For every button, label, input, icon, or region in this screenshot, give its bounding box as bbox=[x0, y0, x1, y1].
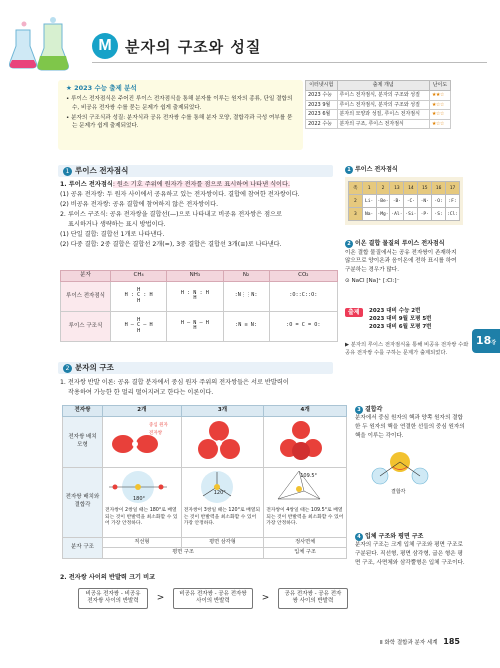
structure-ch4: H H — C — H H bbox=[111, 311, 167, 341]
table-row bbox=[63, 537, 347, 548]
angle-109-diagram bbox=[266, 469, 332, 505]
table-row bbox=[63, 467, 347, 537]
page-header bbox=[0, 0, 500, 80]
text-line: 작용하여 가능한 한 멀리 떨어지려고 한다는 이론이다. bbox=[68, 388, 214, 396]
angle-description: 전자쌍이 4쌍일 때는 109.5°로 배열되는 것이 반발력을 최소화할 수 있어 가장 안정하다. bbox=[266, 508, 344, 526]
pt-cell: ·O: bbox=[432, 195, 446, 208]
angle-note-text: 분자에서 중심 원자의 핵과 양쪽 원자의 결합한 두 원자의 핵을 연결한 선들의 중심 원자의 핵을 이루는 각이다. bbox=[355, 415, 465, 439]
section-title: 분자의 구조 bbox=[75, 363, 114, 372]
row-label: 전자쌍 배치 모형 bbox=[63, 416, 103, 467]
pt-cell: Li· bbox=[362, 195, 376, 208]
shape-name: 평면 삼각형 bbox=[181, 537, 263, 548]
text-line: (2) 비공유 전자쌍: 공유 결합에 참여하지 않은 전자쌍이다. bbox=[60, 200, 219, 208]
exam-header: 난이도 bbox=[429, 81, 450, 91]
row-label: 루이스 전자점식 bbox=[61, 281, 111, 311]
pt-period: 3 bbox=[349, 208, 363, 221]
table-row bbox=[63, 416, 347, 467]
page-title: 분자의 구조와 성질 bbox=[125, 38, 262, 56]
exam-header: 출제 개념 bbox=[337, 81, 429, 91]
footer-chapter: Ⅱ 화학 결합과 분자 세계 bbox=[380, 640, 438, 646]
pt-header: 13 bbox=[390, 182, 404, 195]
exam-ref: 2023 대비 6월 모평 7번 bbox=[369, 323, 432, 330]
structure-nh3: H — N — H H bbox=[167, 311, 223, 341]
model-3pair bbox=[181, 416, 263, 467]
table-row bbox=[61, 311, 338, 341]
table-row bbox=[306, 119, 451, 129]
mol-header: 분자 bbox=[61, 271, 111, 282]
difficulty-stars: ★☆☆ bbox=[429, 110, 450, 120]
structure-group: 입체 구조 bbox=[264, 548, 347, 559]
pt-header: 14 bbox=[404, 182, 418, 195]
exam-frequency-box bbox=[345, 308, 470, 357]
analysis-list bbox=[66, 95, 295, 131]
text-line: 1. 전자쌍 반발 이론: 공유 결합 분자에서 중심 원자 주위의 전자쌍들은 서로 반발력이 bbox=[60, 379, 289, 386]
exam-cell: 분자의 구조, 루이스 전자점식 bbox=[337, 119, 429, 129]
page-number: 185 bbox=[443, 637, 460, 646]
lone-lone-box: 비공유 전자쌍 - 비공유 전자쌍 사이의 반발력 bbox=[78, 588, 148, 609]
row-label: 전자쌍 배치와 결합각 bbox=[63, 467, 103, 537]
mol-header: NH₃ bbox=[167, 271, 223, 282]
shape-note-text: 분자의 구조는 크게 입체 구조와 평면 구조로 구분된다. 직선형, 평면 삼각형, 굽은 형은 평면 구조, 사면체와 삼각뿔형은 입체 구조이다. bbox=[355, 542, 465, 566]
pt-cell: ·N· bbox=[418, 195, 432, 208]
section-2-header bbox=[58, 362, 333, 374]
greater-than-sign: > bbox=[261, 592, 270, 603]
sidebar bbox=[345, 165, 463, 285]
model-4pair bbox=[264, 416, 347, 467]
periodic-table-box bbox=[345, 177, 463, 225]
lewis-dot-co2: :O::C::O: bbox=[269, 281, 337, 311]
structure-n2: :N ≡ N: bbox=[223, 311, 269, 341]
row-label: 분자 구조 bbox=[63, 537, 103, 558]
analysis-bullet: • 분자의 구조식과 성질: 분자식과 공유 전자쌍 수를 통해 분자 모양, 결합각과 극성 여부를 묻는 문제가 쉽게 출제되었다. bbox=[66, 114, 293, 130]
angle-label: 180° bbox=[133, 495, 146, 502]
section-title: 루이스 전자점식 bbox=[75, 166, 129, 175]
note-number-icon: 3 bbox=[355, 406, 363, 414]
exam-analysis-box bbox=[58, 80, 303, 150]
pt-cell: ·P· bbox=[418, 208, 432, 221]
lewis-dot-ch4: H H : C : H H bbox=[111, 281, 167, 311]
pt-header: 2 bbox=[376, 182, 390, 195]
table-row bbox=[349, 208, 460, 221]
table-row bbox=[306, 100, 451, 110]
difficulty-stars: ★☆☆ bbox=[429, 100, 450, 110]
pt-header: 1 bbox=[362, 182, 376, 195]
greater-than-sign: > bbox=[156, 592, 165, 603]
chapter-tab[interactable] bbox=[472, 329, 500, 353]
center-atom-label: 중심 원자 bbox=[149, 422, 168, 428]
pt-header: 15 bbox=[418, 182, 432, 195]
analysis-bullet: • 루이스 전자점식은 주어진 루이스 전자점식을 통해 분자를 이루는 원자의 종류, 단일 결합의 수, 비공유 전자쌍 수를 묻는 문제가 쉽게 출제되었다. bbox=[66, 96, 293, 112]
title-divider bbox=[92, 62, 487, 63]
pt-cell: :Cl: bbox=[446, 208, 460, 221]
exam-cell: 2022 수능 bbox=[306, 119, 338, 129]
exam-cell: 2023 6월 bbox=[306, 110, 338, 120]
text-line: (1) 단일 결합: 결합선 1개로 나타낸다. bbox=[60, 230, 165, 238]
sidebar-ion-text: 이온 결합 물질에서는 공유 전자쌍이 존재하지 않으므로 양이온과 음이온에 전하 표시를 하여 구분하는 경우가 많다. bbox=[345, 249, 457, 273]
mol-header: CO₂ bbox=[269, 271, 337, 282]
table-row bbox=[306, 110, 451, 120]
section-number: 2 bbox=[63, 364, 72, 373]
angle-label: 120° bbox=[213, 489, 226, 496]
pt-header: 16 bbox=[432, 182, 446, 195]
exam-history-table bbox=[305, 80, 451, 129]
pt-cell: ·Mg· bbox=[376, 208, 390, 221]
difficulty-stars: ★☆☆ bbox=[429, 119, 450, 129]
exam-cell: 2023 수능 bbox=[306, 91, 338, 101]
pt-period: 2 bbox=[349, 195, 363, 208]
exam-badge: 출제 bbox=[345, 308, 363, 317]
text-line: 2. 루이스 구조식: 공유 전자쌍을 결합선(—)으로 나타내고 비공유 전자쌍은 점으로 bbox=[60, 210, 282, 218]
item-heading: 1. 루이스 전자점식 bbox=[60, 181, 113, 188]
table-row bbox=[63, 548, 347, 559]
shape-name: 직선형 bbox=[103, 537, 182, 548]
lewis-dot-n2: :N⋮⋮N: bbox=[223, 281, 269, 311]
note-number-icon: 2 bbox=[345, 240, 353, 248]
lone-bond-box: 비공유 전자쌍 - 공유 전자쌍 사이의 반발력 bbox=[173, 588, 253, 609]
bond-angle-note bbox=[355, 405, 465, 498]
exam-cell: 루이스 전자점식, 분자의 구조와 성질 bbox=[337, 100, 429, 110]
shape-note-title: 입체 구조와 평면 구조 bbox=[365, 533, 424, 540]
pt-cell: ·Al· bbox=[390, 208, 404, 221]
angle-120-diagram bbox=[184, 469, 250, 505]
exam-note: ▶ 분자의 루이스 전자점식을 통해 비공유 전자쌍 수와 공유 전자쌍 수를 구하는 문제가 출제되었다. bbox=[345, 341, 469, 356]
pt-cell: :F: bbox=[446, 195, 460, 208]
table-row bbox=[61, 281, 338, 311]
ep-header: 3개 bbox=[181, 406, 263, 417]
tetrahedral-model-diagram bbox=[266, 418, 336, 462]
mol-header: CH₄ bbox=[111, 271, 167, 282]
pt-header: 17 bbox=[446, 182, 460, 195]
text-line: 표시하거나 생략하는 표시 방법이다. bbox=[68, 220, 166, 228]
periodic-table bbox=[348, 181, 460, 221]
subheading-repulsion: 2. 전자쌍 사이의 반발력 크기 비교 bbox=[60, 574, 156, 581]
pt-cell: ·C· bbox=[404, 195, 418, 208]
ep-header: 2개 bbox=[103, 406, 182, 417]
model-2pair bbox=[103, 416, 182, 467]
exam-cell: 2023 9월 bbox=[306, 100, 338, 110]
structure-co2: :O = C = O: bbox=[269, 311, 337, 341]
tab-number: 18 bbox=[475, 334, 492, 347]
structure-type-note bbox=[355, 532, 465, 567]
angle-4pair bbox=[264, 467, 347, 537]
molecule-table bbox=[60, 270, 338, 342]
pt-header: 족 bbox=[349, 182, 363, 195]
section-number: 1 bbox=[63, 167, 72, 176]
definition-highlight: : 원소 기호 주위에 원자가 전자를 점으로 표시하여 나타낸 식이다. bbox=[112, 181, 290, 188]
pt-cell: Na· bbox=[362, 208, 376, 221]
section-1-body bbox=[60, 180, 340, 249]
chapter-badge: M bbox=[92, 33, 118, 59]
sidebar-pt-title: 루이스 전자점식 bbox=[355, 166, 398, 173]
angle-label: 109.5° bbox=[300, 472, 318, 479]
table-row bbox=[349, 195, 460, 208]
electron-pair-label: 전자쌍 bbox=[149, 430, 163, 436]
lewis-dot-nh3: H : N : H H bbox=[167, 281, 223, 311]
ep-header: 전자쌍 bbox=[63, 406, 103, 417]
difficulty-stars: ★★☆ bbox=[429, 91, 450, 101]
page-footer bbox=[380, 636, 460, 648]
repulsion-comparison bbox=[78, 588, 348, 609]
note-number-icon: 4 bbox=[355, 533, 363, 541]
exam-cell: 분자의 모양과 성질, 루이스 전자점식 bbox=[337, 110, 429, 120]
pt-cell: ·Si· bbox=[404, 208, 418, 221]
bond-angle-diagram bbox=[355, 444, 445, 494]
exam-header: 이터넷시험 bbox=[306, 81, 338, 91]
text-line: (1) 공유 전자쌍: 두 원자 사이에서 공유하고 있는 전자쌍이다. 결합에 참여한 전자쌍이다. bbox=[60, 190, 300, 198]
angle-2pair bbox=[103, 467, 182, 537]
pt-cell: ·Be· bbox=[376, 195, 390, 208]
beakers-illustration bbox=[8, 16, 78, 72]
text-line: (2) 다중 결합: 2중 결합은 결합선 2개(=), 3중 결합은 결합선 3개(≡)로 나타낸다. bbox=[60, 240, 282, 248]
shape-name: 정사면체 bbox=[264, 537, 347, 548]
row-label: 루이스 구조식 bbox=[61, 311, 111, 341]
note-number-icon: 1 bbox=[345, 166, 353, 174]
section-2-intro bbox=[60, 378, 345, 398]
angle-3pair bbox=[181, 467, 263, 537]
pt-cell: ·S: bbox=[432, 208, 446, 221]
angle-diagram-label: 결합각 bbox=[391, 489, 406, 495]
exam-ref: 2023 대비 9월 모평 5번 bbox=[369, 315, 432, 322]
section-1-header bbox=[58, 165, 333, 177]
structure-group: 평면 구조 bbox=[103, 548, 264, 559]
mol-header: N₂ bbox=[223, 271, 269, 282]
pt-cell: ·B· bbox=[390, 195, 404, 208]
trigonal-model-diagram bbox=[184, 418, 254, 462]
exam-cell: 루이스 전자점식, 분자의 구조와 성질 bbox=[337, 91, 429, 101]
table-row bbox=[306, 91, 451, 101]
sidebar-ion-example: ⊙ NaCl [Na]⁺ [:Cl:]⁻ bbox=[345, 277, 400, 284]
angle-description: 전자쌍이 3쌍일 때는 120°로 배열되는 것이 반발력을 최소화할 수 있어 가장 안정하다. bbox=[183, 508, 261, 526]
ep-header: 4개 bbox=[264, 406, 347, 417]
angle-note-title: 결합각 bbox=[365, 406, 383, 413]
exam-ref: 2023 대비 수능 2번 bbox=[369, 308, 421, 314]
angle-description: 전자쌍이 2쌍일 때는 180°로 배열되는 것이 반발력을 최소화할 수 있어 가장 안정하다. bbox=[105, 508, 178, 526]
analysis-title: ★ 2023 수능 출제 분석 bbox=[66, 84, 137, 92]
electron-pair-table bbox=[62, 405, 347, 559]
sidebar-ion-title: 이온 결합 물질의 루이스 전자점식 bbox=[355, 240, 445, 248]
bond-bond-box: 공유 전자쌍 - 공유 전자쌍 사이의 반발력 bbox=[278, 588, 348, 609]
tab-sub: 강 bbox=[491, 340, 497, 346]
